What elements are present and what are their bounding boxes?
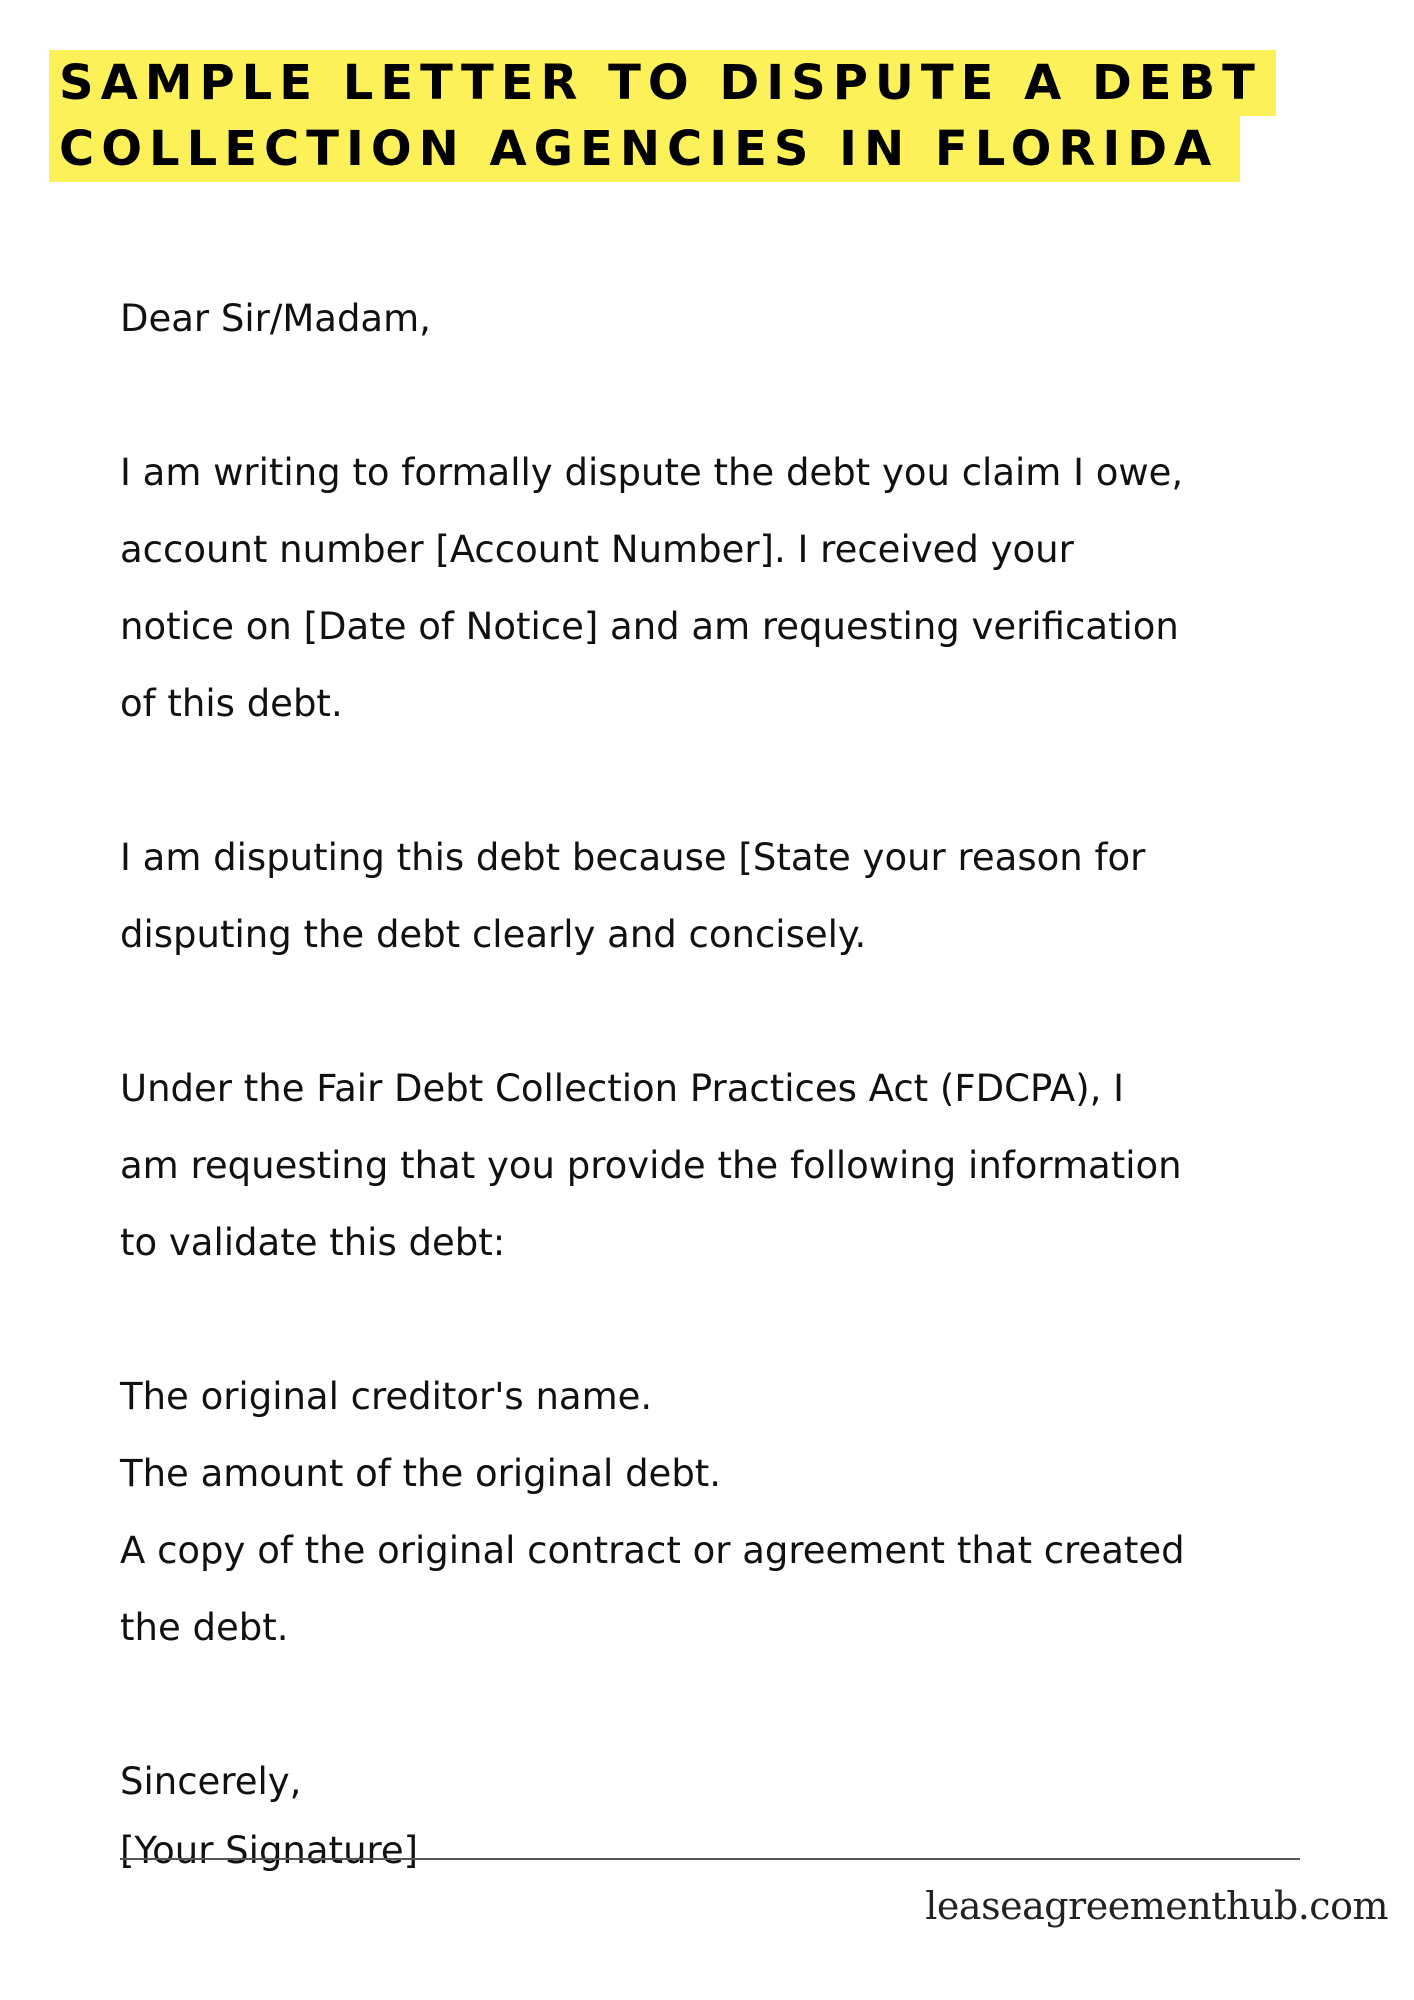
signature-line-divider	[120, 1858, 1300, 1860]
closing-text: Sincerely,	[120, 1760, 302, 1803]
requested-items-list	[120, 1358, 1350, 1666]
letter-body	[120, 280, 1350, 1882]
list-item: The original creditor's name.	[120, 1375, 653, 1418]
paragraph-line: Under the Fair Debt Collection Practices Act (FDCPA), I	[120, 1067, 1125, 1110]
title-line-1: SAMPLE LETTER TO DISPUTE A DEBT	[49, 50, 1276, 116]
paragraph-line: to validate this debt:	[120, 1221, 506, 1264]
paragraph-fdcpa-request	[120, 1050, 1350, 1281]
paragraph-line: I am writing to formally dispute the debt you claim I owe,	[120, 451, 1184, 494]
paragraph-line: am requesting that you provide the following information	[120, 1144, 1182, 1187]
website-watermark: leaseagreementhub.com	[925, 1884, 1388, 1928]
paragraph-line: notice on [Date of Notice] and am requesting verification	[120, 605, 1179, 648]
title-line-2: COLLECTION AGENCIES IN FLORIDA	[49, 116, 1240, 182]
paragraph-dispute-intro	[120, 434, 1350, 742]
signature-placeholder: [Your Signature]	[120, 1829, 419, 1872]
paragraph-line: disputing the debt clearly and concisely.	[120, 913, 867, 956]
list-item: The amount of the original debt.	[120, 1452, 722, 1495]
paragraph-dispute-reason	[120, 819, 1350, 973]
salutation-text: Dear Sir/Madam,	[120, 297, 431, 340]
closing-block	[120, 1743, 1350, 1882]
paragraph-line: I am disputing this debt because [State your reason for	[120, 836, 1146, 879]
paragraph-line: of this debt.	[120, 682, 343, 725]
salutation	[120, 280, 1350, 357]
list-item: the debt.	[120, 1606, 289, 1649]
paragraph-line: account number [Account Number]. I received your	[120, 528, 1074, 571]
list-item: A copy of the original contract or agreement that created	[120, 1529, 1185, 1572]
page-title	[49, 50, 1276, 182]
